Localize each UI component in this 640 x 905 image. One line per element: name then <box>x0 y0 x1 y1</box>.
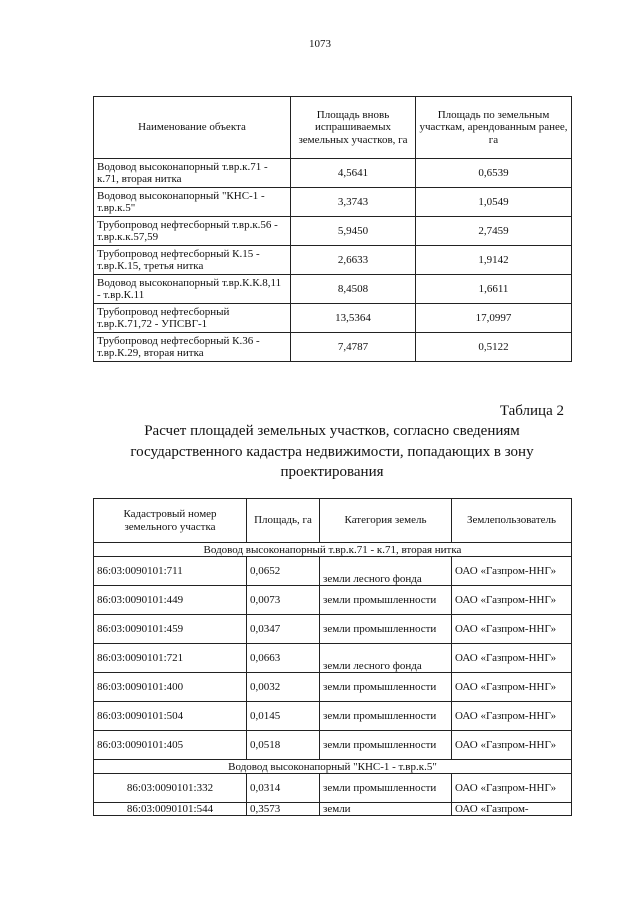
table-row <box>94 644 572 673</box>
land-user-cell: ОАО «Газпром-ННГ» <box>452 586 572 615</box>
table-row <box>94 304 572 333</box>
area-cell: 0,0032 <box>247 673 320 702</box>
table-row <box>94 557 572 586</box>
area-cell: 0,0347 <box>247 615 320 644</box>
new-area-cell: 5,9450 <box>291 217 416 246</box>
object-name-cell: Водовод высоконапорный т.вр.К.К.8,11 - т.вр.К.11 <box>94 275 291 304</box>
table-row <box>94 615 572 644</box>
table-row <box>94 246 572 275</box>
land-user-cell: ОАО «Газпром-ННГ» <box>452 615 572 644</box>
land-user-cell: ОАО «Газпром- <box>452 803 572 816</box>
new-area-cell: 4,5641 <box>291 159 416 188</box>
cadastral-number-cell: 86:03:0090101:504 <box>94 702 247 731</box>
object-name-cell: Трубопровод нефтесборный т.вр.к.56 - т.вр.к.к.57,59 <box>94 217 291 246</box>
table-row <box>94 159 572 188</box>
land-user-cell: ОАО «Газпром-ННГ» <box>452 673 572 702</box>
column-header: Площадь, га <box>247 499 320 543</box>
cadastral-number-cell: 86:03:0090101:332 <box>94 774 247 803</box>
land-user-cell: ОАО «Газпром-ННГ» <box>452 557 572 586</box>
land-user-cell: ОАО «Газпром-ННГ» <box>452 731 572 760</box>
table-row <box>94 188 572 217</box>
table-row <box>94 731 572 760</box>
table-header-row <box>94 499 572 543</box>
table-row <box>94 275 572 304</box>
cadastral-number-cell: 86:03:0090101:449 <box>94 586 247 615</box>
column-header: Землепользователь <box>452 499 572 543</box>
cadastral-table <box>93 498 572 816</box>
prev-area-cell: 0,5122 <box>416 333 572 362</box>
table-caption: Расчет площадей земельных участков, согласно сведениям государственного кадастра недвижимости, попадающих в зону проектирования <box>130 423 534 480</box>
table-row <box>94 333 572 362</box>
land-category-cell: земли <box>320 803 452 816</box>
land-category-cell: земли промышленности <box>320 731 452 760</box>
land-user-cell: ОАО «Газпром-ННГ» <box>452 644 572 673</box>
land-category-cell: земли лесного фонда <box>320 644 452 673</box>
object-area-table <box>93 96 572 362</box>
new-area-cell: 2,6633 <box>291 246 416 275</box>
table-label: Таблица 2 <box>499 403 564 419</box>
area-cell: 0,3573 <box>247 803 320 816</box>
cadastral-number-cell: 86:03:0090101:459 <box>94 615 247 644</box>
column-header: Категория земель <box>320 499 452 543</box>
object-name-cell: Водовод высоконапорный "КНС-1 - т.вр.к.5" <box>94 188 291 217</box>
new-area-cell: 3,3743 <box>291 188 416 217</box>
land-user-cell: ОАО «Газпром-ННГ» <box>452 774 572 803</box>
column-header: Площадь вновь испрашиваемых земельных участков, га <box>291 97 416 159</box>
area-cell: 0,0518 <box>247 731 320 760</box>
table-row <box>94 702 572 731</box>
table-row <box>94 673 572 702</box>
table-header-row <box>94 97 572 159</box>
new-area-cell: 8,4508 <box>291 275 416 304</box>
table-row <box>94 217 572 246</box>
object-name-cell: Водовод высоконапорный т.вр.к.71 - к.71, вторая нитка <box>94 159 291 188</box>
column-header: Кадастровый номер земельного участка <box>94 499 247 543</box>
prev-area-cell: 17,0997 <box>416 304 572 333</box>
land-category-cell: земли промышленности <box>320 586 452 615</box>
cadastral-number-cell: 86:03:0090101:711 <box>94 557 247 586</box>
object-name-cell: Трубопровод нефтесборный К.36 - т.вр.К.29, вторая нитка <box>94 333 291 362</box>
land-category-cell: земли промышленности <box>320 673 452 702</box>
table-row <box>94 774 572 803</box>
area-cell: 0,0314 <box>247 774 320 803</box>
group-header-row <box>94 760 572 774</box>
object-name-cell: Трубопровод нефтесборный т.вр.К.71,72 - УПСВГ-1 <box>94 304 291 333</box>
cadastral-number-cell: 86:03:0090101:721 <box>94 644 247 673</box>
land-category-cell: земли промышленности <box>320 615 452 644</box>
cadastral-number-cell: 86:03:0090101:400 <box>94 673 247 702</box>
page-number: 1073 <box>309 38 331 50</box>
group-title: Водовод высоконапорный "КНС-1 - т.вр.к.5" <box>94 760 572 774</box>
object-name-cell: Трубопровод нефтесборный К.15 - т.вр.К.15, третья нитка <box>94 246 291 275</box>
prev-area-cell: 1,6611 <box>416 275 572 304</box>
land-category-cell: земли промышленности <box>320 774 452 803</box>
land-category-cell: земли лесного фонда <box>320 557 452 586</box>
area-cell: 0,0073 <box>247 586 320 615</box>
land-category-cell: земли промышленности <box>320 702 452 731</box>
cadastral-number-cell: 86:03:0090101:544 <box>94 803 247 816</box>
new-area-cell: 7,4787 <box>291 333 416 362</box>
prev-area-cell: 1,0549 <box>416 188 572 217</box>
group-header-row <box>94 543 572 557</box>
table-row <box>94 803 572 816</box>
cadastral-number-cell: 86:03:0090101:405 <box>94 731 247 760</box>
area-cell: 0,0652 <box>247 557 320 586</box>
column-header: Площадь по земельным участкам, арендованным ранее, га <box>416 97 572 159</box>
prev-area-cell: 2,7459 <box>416 217 572 246</box>
land-user-cell: ОАО «Газпром-ННГ» <box>452 702 572 731</box>
prev-area-cell: 0,6539 <box>416 159 572 188</box>
prev-area-cell: 1,9142 <box>416 246 572 275</box>
group-title: Водовод высоконапорный т.вр.к.71 - к.71, вторая нитка <box>94 543 572 557</box>
table-row <box>94 586 572 615</box>
column-header: Наименование объекта <box>94 97 291 159</box>
area-cell: 0,0663 <box>247 644 320 673</box>
new-area-cell: 13,5364 <box>291 304 416 333</box>
area-cell: 0,0145 <box>247 702 320 731</box>
